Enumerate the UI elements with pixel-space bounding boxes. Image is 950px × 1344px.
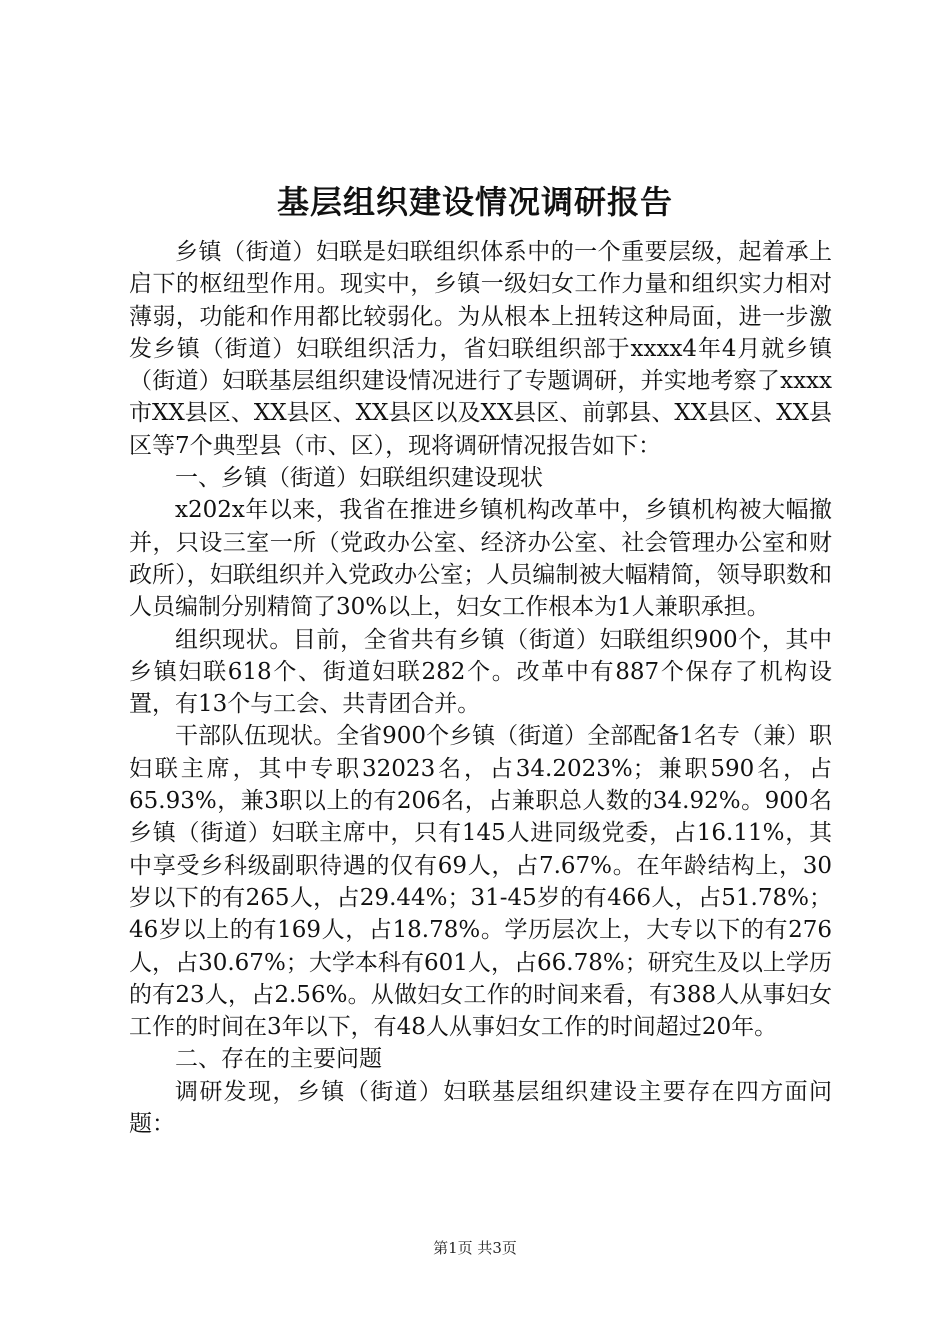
document-body — [129, 236, 832, 1140]
cadre-status-paragraph: 干部队伍现状。全省900个乡镇（街道）全部配备1名专（兼）职妇联主席，其中专职32023名，占34.2023%；兼职590名，占65.93%，兼3职以上的有206名，占兼职总人数的34.92%。900名乡镇（街道）妇联主席中，只有145人进同级党委，占16.11%，其中享受乡科级副职待遇的仅有69人，占7.67%。在年龄结构上，30岁以下的有265人，占29.44%；31-45岁的有466人，占51.78%；46岁以上的有169人，占18.78%。学历层次上，大专以下的有276人，占30.67%；大学本科有601人，占66.78%；研究生及以上学历的有23人，占2.56%。从做妇女工作的时间来看，有388人从事妇女工作的时间在3年以下，有48人从事妇女工作的时间超过20年。 — [129, 723, 832, 1041]
findings-paragraph: 调研发现，乡镇（街道）妇联基层组织建设主要存在四方面问题： — [129, 1078, 832, 1138]
intro-paragraph: 乡镇（街道）妇联是妇联组织体系中的一个重要层级，起着承上启下的枢纽型作用。现实中，乡镇一级妇女工作力量和组织实力相对薄弱，功能和作用都比较弱化。为从根本上扭转这种局面，进一步激发乡镇（街道）妇联组织活力，省妇联组织部于xxxx4年4月就乡镇（街道）妇联基层组织建设情况进行了专题调研，并实地考察了xxxx市XX县区、XX县区、XX县区以及XX县区、前郭县、XX县区、XX县区等7个典型县（市、区），现将调研情况报告如下： — [129, 239, 832, 459]
document-title: 基层组织建设情况调研报告 — [276, 183, 673, 221]
section-heading-1: 一、乡镇（街道）妇联组织建设现状 — [175, 465, 543, 492]
section-heading-2: 二、存在的主要问题 — [175, 1046, 382, 1073]
reform-paragraph: x202x年以来，我省在推进乡镇机构改革中，乡镇机构被大幅撤并，只设三室一所（党政办公室、经济办公室、社会管理办公室和财政所），妇联组织并入党政办公室；人员编制被大幅精简，领导职数和人员编制分别精简了30%以上，妇女工作根本为1人兼职承担。 — [129, 497, 832, 621]
organization-status-paragraph: 组织现状。目前，全省共有乡镇（街道）妇联组织900个，其中乡镇妇联618个、街道妇联282个。改革中有887个保存了机构设置，有13个与工会、共青团合并。 — [129, 626, 832, 718]
page-number-footer: 第1页 共3页 — [433, 1239, 517, 1257]
